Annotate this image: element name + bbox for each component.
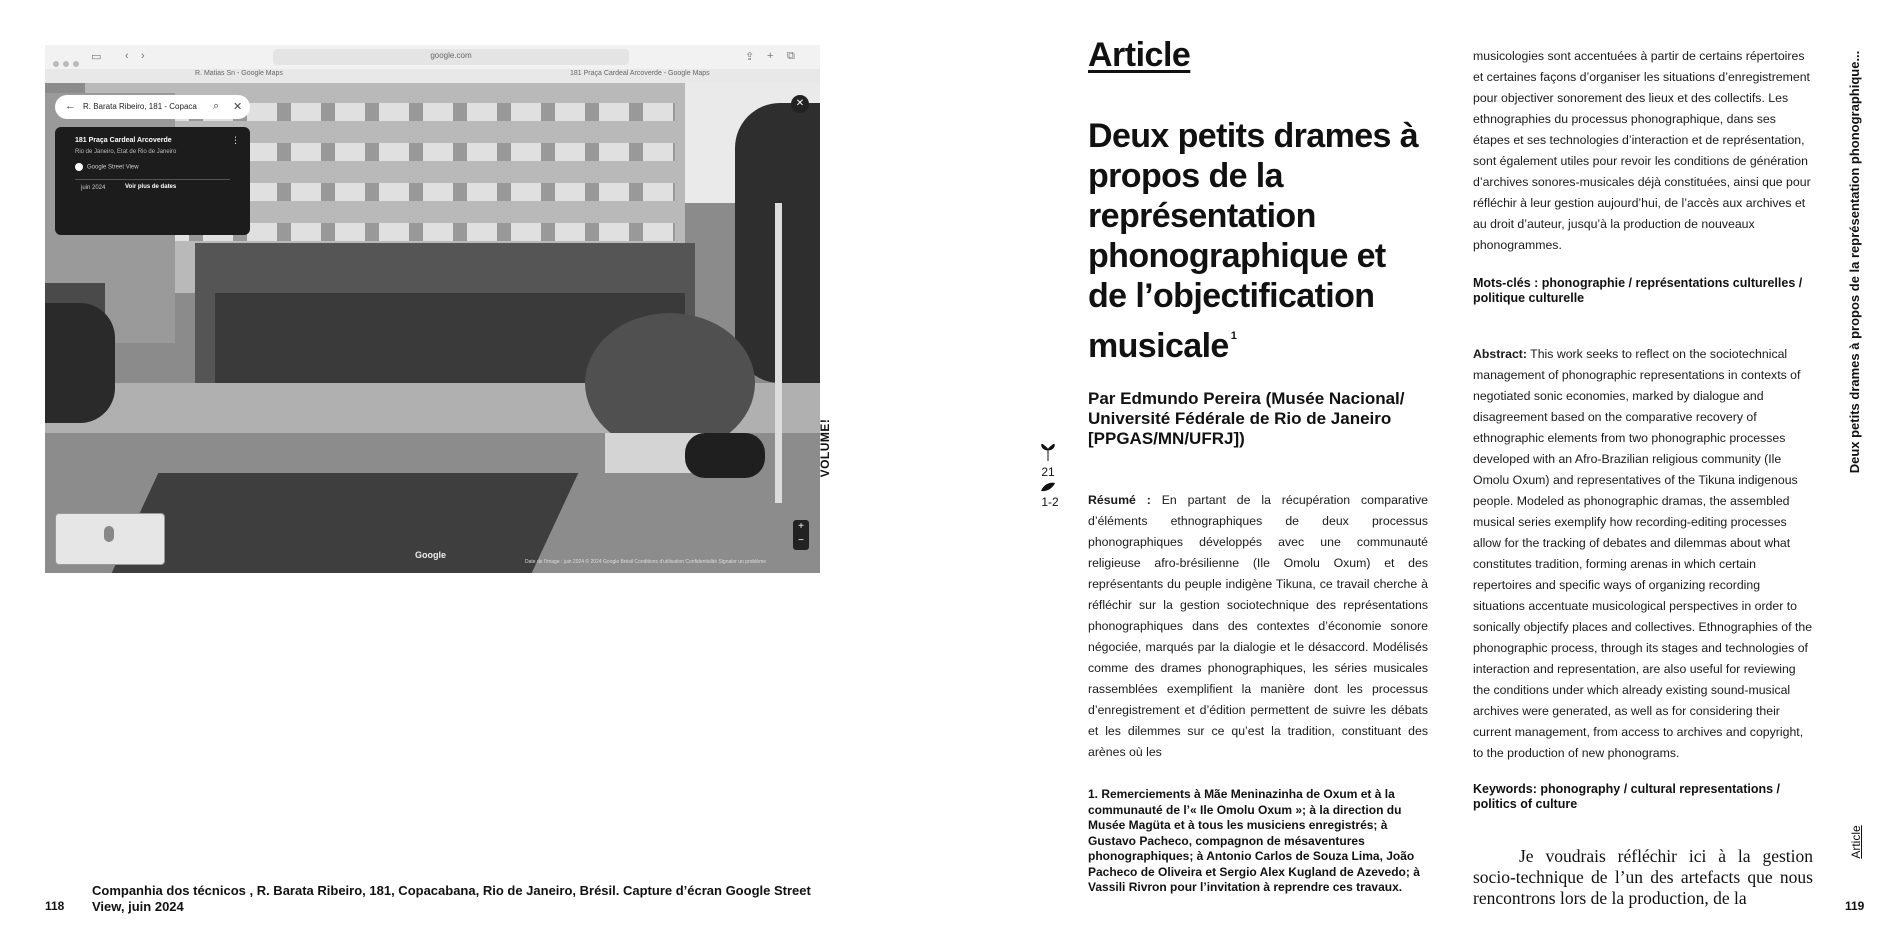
figure-caption: Companhia dos técnicos , R. Barata Ribeiro, 181, Copacabana, Rio de Janeiro, Brésil. Capture d’écran Google Street View, juin 2024 [92,883,811,914]
author-byline: Par Edmundo Pereira (Musée Nacional/ Université Fédérale de Rio de Janeiro [PPGAS/MN/UFRJ]) [1088,389,1405,448]
body-text-start: Je voudrais réfléchir ici à la gestion socio-technique de l’un des artefacts que nous rencontrons lors de la production, de la [1473,846,1813,908]
running-head: Deux petits drames à propos de la représentation phonographique... [1847,50,1862,474]
place-info-panel [55,127,250,235]
tabs-icon: ⧉ [787,50,795,62]
sidebar-icon: ▭ [91,51,102,63]
zoom-controls: + − [793,520,809,550]
map-footer: Date de l'image : juin 2024 © 2024 Google Brésil Conditions d'utilisation Confidentialité Signaler un problème [525,559,767,565]
abstract-label: Abstract: [1473,347,1527,361]
article-title [1088,116,1428,366]
resume-continuation: musicologies sont accentuées à partir de certains répertoires et certaines façons d’organiser les situations d’enregistrement pour objectiver sonorement des lieux et des collectifs. Les ethnographies du processus phonographique, dans ses étapes et ses technologies d’interaction et de représentation, sont également utiles pour revoir les conditions de génération d’archives sonores-musicales déjà constituées, ainsi que pour réfléchir à leur gestion aujourd’hui, de l’accès aux archives et au droit d’auteur, jusqu’à la production de nouveaux phonogrammes. [1473,49,1811,252]
back-icon: ‹ [125,50,129,62]
browser-tabbar [45,69,820,84]
motorcycle [685,433,765,478]
capture-date: juin 2024 [81,185,106,191]
window-controls [53,54,93,60]
maps-search-box [55,95,250,119]
resume-text: En partant de la récupération comparative d’éléments ethnographiques de deux processus phonographiques développés avec une communauté religieuse afro-brésilienne (Ile Omolu Oxum) et des représentants du peuple indigène Tikuna, ce travail cherche à réfléchir sur la gestion sociotechnique des représentations phonographiques dans des contextes d’économie sonore négociée, marqués par la dialogie et le désaccord. Modélisés comme des drames phonographiques, les séries musicales rassemblées exemplifient la manière dont les processus d’enregistrement et d’édition permettent de suivre les débats et les dilemmes sur ce qu’est la tradition, constituant des arènes où les [1088,493,1428,759]
page-number-right: 119 [1845,899,1865,913]
footnote-ref: 1 [1230,330,1237,342]
more-menu-icon: ⋮ [231,135,240,145]
page-number-left: 118 [45,899,65,913]
search-value: R. Barata Ribeiro, 181 - Copaca [83,102,197,111]
forward-icon: › [141,50,145,62]
keywords-french: Mots-clés : phonographie / représentations culturelles / politique culturelle [1473,276,1803,305]
browser-toolbar [45,45,820,70]
address-bar [273,49,629,65]
search-icon: ⌕ [213,100,220,112]
street-view-screenshot [45,45,820,573]
tab-2: 181 Praça Cardeal Arcoverde - Google Maps [570,70,710,77]
google-watermark: Google [415,550,446,560]
section-side-label: Article [1849,825,1863,859]
resume-paragraph [1088,490,1428,763]
footnote: 1. Remerciements à Mãe Meninazinha de Oxum et à la communauté de l’« Ile Omolu Oxum »; à la direction du Musée Magüta et à tous les musiciens enregistrés; à Gustavo Pacheco, compagnon de mésaventures phonographiques; à Antonio Carlos de Souza Lima, João Pacheco de Oliveira et Sergio Alex Kugland de Azevedo; à Vassili Rivron pour l’invitation à reprendre ces travaux. [1088,787,1420,894]
keywords-english: Keywords: phonography / cultural representations / politics of culture [1473,782,1780,811]
close-street-view-icon: ✕ [791,95,809,113]
place-subtitle: Rio de Janeiro, Etat de Rio de Janeiro [75,149,177,155]
abstract-text: This work seeks to reflect on the sociotechnical management of phonographic representations in contexts of negotiated sonic economies, marked by dialogue and disagreement based on the comparative recovery of ethnographic elements from two phonographic processes developed with an Afro-Brazilian religious community (Ile Omolu Oxum) and representatives of the Tikuna indigenous people. Modeled as phonographic dramas, the assembled musical series exemplify how recording-editing processes allow for the tracking of debates and dilemmas about what constitutes tradition, forming arenas in which certain repertoires and specific ways of organizing recording situations accentuate musicological perspectives in order to sonically objectify places and collectives. Ethnographies of the phonographic process, through its stages and technologies of interaction and representation, are also useful for reviewing the conditions under which already existing sound-musical archives were generated, as well as for considering their current management, from access to archives and copyright, to the production of new phonograms. [1473,347,1813,760]
section-heading: Article [1088,36,1191,74]
source-label: Google Street View [75,163,139,171]
share-icon: ⇪ [745,51,755,63]
more-dates-link: Voir plus de dates [125,184,177,190]
journal-side-label: VOLUME! [818,418,832,478]
close-icon: ✕ [233,101,243,113]
new-tab-icon: + [767,50,774,62]
palm-tree [585,313,755,453]
article-title-text: Deux petits drames à propos de la représentation phonographique et de l’objectification musicale [1088,117,1419,365]
place-title: 181 Praça Cardeal Arcoverde [75,137,172,144]
minimap [55,513,165,565]
feather-icon [1040,444,1056,462]
volume-number: 21 [1041,465,1055,479]
resume-label: Résumé : [1088,493,1151,507]
address-text: google.com [430,51,472,60]
issue-number: 1-2 [1041,495,1059,509]
pegman-icon [104,526,114,542]
back-arrow-icon: ← [65,100,76,112]
abstract-paragraph [1473,344,1813,764]
leaf-icon [1040,482,1056,492]
tab-1: R. Matias Sn - Google Maps [195,70,283,77]
